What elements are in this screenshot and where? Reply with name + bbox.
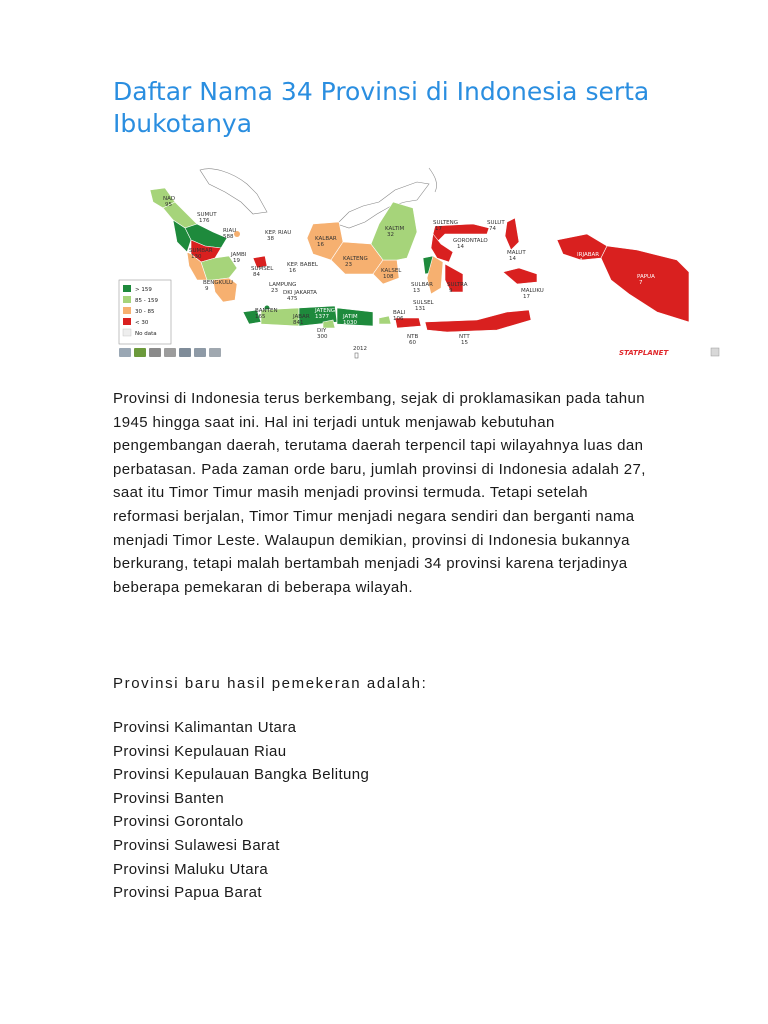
- list-item: Provinsi Kepulauan Riau: [113, 742, 287, 760]
- province-ntt: [425, 310, 531, 332]
- province-bali: [379, 316, 391, 324]
- label-ntb: NTB: [407, 334, 419, 340]
- label-kalteng-value: 23: [345, 262, 352, 268]
- legend-swatch-5: [123, 329, 131, 336]
- label-diy-value: 300: [317, 334, 328, 340]
- label-jambi-value: 19: [233, 258, 240, 264]
- label-ntt: NTT: [459, 334, 470, 340]
- label-jabar: JABAR: [293, 314, 310, 320]
- label-maluku: MALUKU: [521, 288, 544, 294]
- toolbar-graph-icon[interactable]: [164, 348, 176, 357]
- legend-label-3: 30 - 85: [135, 309, 155, 315]
- label-maluku-value: 17: [523, 294, 530, 300]
- list-item: Provinsi Kepulauan Bangka Belitung: [113, 766, 370, 784]
- label-bengkulu-value: 9: [205, 286, 209, 292]
- list-item: Provinsi Gorontalo: [113, 813, 244, 831]
- legend-label-5: No data: [135, 331, 157, 337]
- province-papua: [601, 246, 689, 322]
- label-jateng: JATENG: [315, 308, 336, 314]
- label-sulut: SULUT: [487, 220, 505, 226]
- label-dki-value: 475: [287, 296, 298, 302]
- label-sumut: SUMUT: [197, 212, 217, 218]
- list-item: Provinsi Sulawesi Barat: [113, 836, 280, 854]
- label-lampung: LAMPUNG: [269, 282, 297, 288]
- label-irjabar: IRJABAR: [577, 252, 600, 258]
- label-ntb-value: 60: [409, 340, 416, 346]
- province-maluku: [503, 268, 537, 284]
- label-kaltim-value: 32: [387, 232, 394, 238]
- toolbar-fullscreen-icon[interactable]: [209, 348, 221, 357]
- indonesia-province-map: [117, 162, 725, 362]
- legend-swatch-3: [123, 307, 131, 314]
- label-irjabar-value: 4: [579, 258, 583, 264]
- toolbar-chart-icon[interactable]: [134, 348, 146, 357]
- legend-swatch-2: [123, 296, 131, 303]
- label-jateng-value: 1377: [315, 314, 329, 320]
- province-malut: [505, 218, 519, 250]
- label-riau-value: 588: [223, 234, 234, 240]
- label-sumsel-value: 84: [253, 272, 260, 278]
- mainland-outline: [200, 169, 267, 214]
- label-sulsel-value: 131: [415, 306, 426, 312]
- label-banten: BANTEN: [255, 308, 278, 314]
- label-kalbar: KALBAR: [315, 236, 337, 242]
- label-bali: BALI: [393, 310, 406, 316]
- list-item: Provinsi Papua Barat: [113, 884, 262, 902]
- label-bali-value: 106: [393, 316, 404, 322]
- toolbar-list-icon[interactable]: [194, 348, 206, 357]
- label-kepbabel-value: 16: [289, 268, 296, 274]
- map-svg: [117, 162, 725, 362]
- label-nad-value: 95: [165, 202, 172, 208]
- legend-swatch-4: [123, 318, 131, 325]
- legend-swatch-1: [123, 285, 131, 292]
- label-kepbabel: KEP. BABEL: [287, 262, 318, 268]
- label-nad: NAD: [163, 196, 176, 202]
- list-item: Provinsi Maluku Utara: [113, 860, 269, 878]
- label-kalsel-value: 108: [383, 274, 394, 280]
- label-kalbar-value: 16: [317, 242, 324, 248]
- toolbar-map-icon[interactable]: [149, 348, 161, 357]
- label-sultra-value: 9: [449, 288, 453, 294]
- philippines-outline: [429, 168, 437, 192]
- label-malut-value: 14: [509, 256, 516, 262]
- label-kepriau-value: 38: [267, 236, 274, 242]
- label-papua: PAPUA: [637, 274, 655, 280]
- label-kaltim: KALTIM: [385, 226, 405, 232]
- toolbar-table-icon[interactable]: [179, 348, 191, 357]
- label-sumbar-value: 130: [191, 254, 202, 260]
- label-ntt-value: 15: [461, 340, 468, 346]
- label-banten-value: 165: [255, 314, 266, 320]
- article-paragraph: Provinsi di Indonesia terus berkembang, sejak di proklamasikan pada tahun 1945 hingga saat ini. Hal ini terjadi untuk menjawab kebutuhan pengembangan daerah, terutama daerah terpencil tapi wilayahnya luas dan perbatasan. Pada zaman orde baru, jumlah provinsi di Indonesia adalah 27, saat itu Timor Timur masih menjadi provinsi termuda. Tetapi setelah reformasi berjalan, Timor Timur menjadi negara sendiri dan berganti nama menjadi Timor Leste. Walaupun demikian, provinsi di Indonesia bukannya berkurang, tetapi malah bertambah menjadi 34 provinsi karena terjadinya beberapa pemekaran di beberapa wilayah.: [113, 390, 646, 596]
- label-jabar-value: 841: [293, 320, 304, 326]
- label-kepriau: KEP. RIAU: [265, 230, 292, 236]
- legend-label-1: > 159: [135, 287, 152, 293]
- article-title: Daftar Nama 34 Provinsi di Indonesia serta Ibukotanya: [113, 77, 650, 138]
- label-sulteng: SULTENG: [433, 220, 459, 226]
- map-toolbar[interactable]: [119, 348, 221, 357]
- label-jatim-value: 1030: [343, 320, 357, 326]
- label-jatim: JATIM: [343, 314, 358, 320]
- list-item: Provinsi Kalimantan Utara: [113, 719, 297, 736]
- legend-label-4: < 30: [135, 320, 149, 326]
- label-sulteng-value: 17: [435, 226, 442, 232]
- label-sulbar: SULBAR: [411, 282, 433, 288]
- label-kalteng: KALTENG: [343, 256, 368, 262]
- toolbar-view-icon[interactable]: [119, 348, 131, 357]
- new-province-list: [113, 716, 369, 905]
- label-sumbar: SUMBAR: [189, 248, 213, 254]
- label-jambi: JAMBI: [231, 252, 247, 258]
- label-sulsel: SULSEL: [413, 300, 434, 306]
- label-sultra: SULTRA: [447, 282, 468, 288]
- label-kalsel: KALSEL: [381, 268, 402, 274]
- label-riau: RIAU: [223, 228, 237, 234]
- statplanet-logo-icon: [711, 348, 719, 356]
- statplanet-brand: STATPLANET: [619, 349, 669, 357]
- label-lampung-value: 23: [271, 288, 278, 294]
- label-sulbar-value: 13: [413, 288, 420, 294]
- label-sumut-value: 176: [199, 218, 210, 224]
- label-gorontalo: GORONTALO: [453, 238, 488, 244]
- map-legend: [119, 280, 171, 344]
- year-slider-handle[interactable]: [355, 353, 358, 358]
- list-intro: Provinsi baru hasil pemekeran adalah:: [113, 675, 428, 692]
- label-diy: DIY: [317, 328, 327, 334]
- label-gorontalo-value: 14: [457, 244, 464, 250]
- label-malut: MALUT: [507, 250, 526, 256]
- label-sulut-value: 74: [489, 226, 496, 232]
- label-papua-value: 7: [639, 280, 643, 286]
- label-bengkulu: BENGKULU: [203, 280, 233, 286]
- label-dki: DKI JAKARTA: [283, 290, 317, 296]
- label-sumsel: SUMSEL: [251, 266, 274, 272]
- map-year: 2012: [353, 346, 367, 352]
- legend-label-2: 85 - 159: [135, 298, 158, 304]
- list-item: Provinsi Banten: [113, 789, 225, 807]
